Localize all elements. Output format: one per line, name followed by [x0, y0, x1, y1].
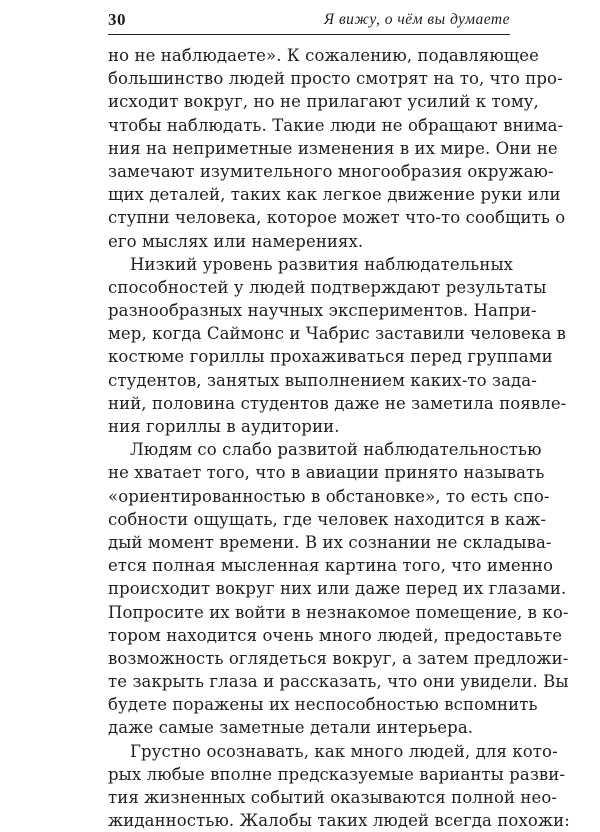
page-number: 30 [108, 10, 126, 29]
text-line: тором находится очень много людей, предоставьте [108, 625, 563, 645]
text-line: способностей у людей подтверждают результаты [108, 277, 547, 297]
text-line: костюме гориллы прохаживаться перед группами [108, 347, 553, 367]
running-title: Я вижу, о чём вы думаете [323, 11, 510, 28]
text-line: рых любые вполне предсказуемые варианты разви- [108, 764, 566, 784]
text-line: будете поражены их неспособностью вспомнить [108, 695, 538, 715]
text-line: жиданностью. Жалобы таких людей всегда похожи: [108, 811, 570, 831]
text-line: щих деталей, таких как легкое движение руки или [108, 185, 561, 205]
text-line: ния гориллы в аудитории. [108, 417, 340, 436]
text-line: происходит вокруг них или даже перед их глазами. [108, 579, 567, 599]
text-line: разнообразных научных экспериментов. Напри- [108, 301, 537, 321]
page-header [108, 8, 510, 35]
paragraph-4 [108, 740, 570, 832]
text-line: возможность оглядеться вокруг, а затем предложи- [108, 648, 569, 668]
text-line: замечают изумительного многообразия окружаю- [108, 161, 554, 181]
text-line: «ориентированностью в обстановке», то есть спо- [108, 486, 550, 506]
text-line: чтобы наблюдать. Такие люди не обращают внима- [108, 115, 564, 135]
text-line: мер, когда Саймонс и Чабрис заставили человека в [108, 324, 566, 344]
paragraph-2 [108, 253, 567, 439]
text-line: ется полная мысленная картина того, что именно [108, 556, 554, 576]
paragraph-1 [108, 44, 566, 253]
text-line: дый момент времени. В их сознании не складыва- [108, 532, 552, 552]
text-line: ний, половина студентов даже не заметила появле- [108, 393, 567, 413]
text-line: Низкий уровень развития наблюдательных [130, 254, 514, 274]
text-line: студентов, занятых выполнением каких-то зада- [108, 370, 537, 390]
text-line: но не наблюдаете». К сожалению, подавляющее [108, 46, 539, 65]
text-line: его мыслях или намерениях. [108, 231, 364, 251]
text-line: ступни человека, которое может что-то сообщить о [108, 208, 566, 228]
text-line: ния на неприметные изменения в их мире. Они не [108, 138, 558, 158]
text-line: не хватает того, что в авиации принято называть [108, 463, 545, 483]
text-line: большинство людей просто смотрят на то, что про- [108, 69, 563, 89]
page-body [108, 44, 570, 832]
text-line: даже самые заметные детали интерьера. [108, 718, 474, 738]
text-line: Попросите их войти в незнакомое помещение, в ко- [108, 602, 569, 622]
text-line: Грустно осознавать, как много людей, для кото- [130, 741, 558, 761]
text-line: собности ощущать, где человек находится в каж- [108, 509, 547, 529]
paragraph-3 [108, 438, 569, 739]
text-line: Людям со слабо развитой наблюдательностью [130, 440, 542, 460]
text-line: те закрыть глаза и рассказать, что они увидели. Вы [108, 672, 569, 692]
text-line: тия жизненных событий оказываются полной нео- [108, 788, 558, 807]
text-line: исходит вокруг, но не прилагают усилий к тому, [108, 92, 539, 112]
